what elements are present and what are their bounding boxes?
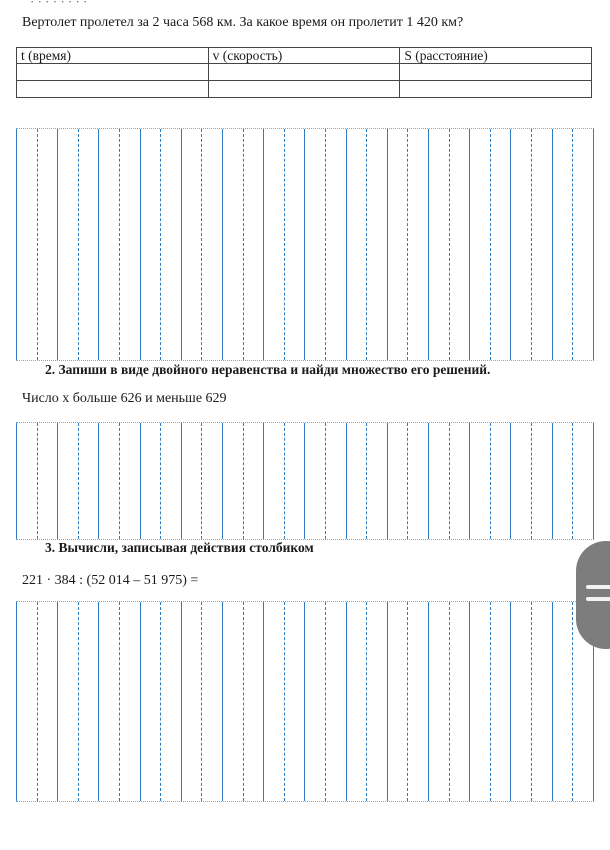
grid-line — [469, 423, 470, 539]
grid-line — [57, 423, 58, 539]
grid-line — [119, 423, 120, 539]
table-header-row — [17, 48, 592, 64]
grid-line — [490, 129, 491, 360]
grid-line — [78, 423, 79, 539]
grid-line — [407, 423, 408, 539]
answer-grid-1[interactable] — [16, 128, 594, 361]
grid-line — [531, 423, 532, 539]
grid-line — [181, 602, 182, 801]
grid-line — [119, 602, 120, 801]
grid-line — [98, 129, 99, 360]
grid-line — [572, 423, 573, 539]
task1-text: Вертолет пролетел за 2 часа 568 км. За какое время он пролетит 1 420 км? — [22, 15, 464, 30]
grid-line — [346, 423, 347, 539]
grid-line — [243, 602, 244, 801]
grid-line — [263, 129, 264, 360]
header-distance: S (расстояние) — [400, 48, 592, 64]
table-row — [17, 81, 592, 98]
grid-line — [160, 129, 161, 360]
grid-line — [387, 129, 388, 360]
handle-bar-icon — [586, 585, 610, 589]
grid-line — [16, 423, 17, 539]
grid-line — [284, 129, 285, 360]
grid-line — [428, 423, 429, 539]
grid-line — [37, 129, 38, 360]
grid-line — [428, 602, 429, 801]
grid-line — [325, 423, 326, 539]
grid-line — [449, 423, 450, 539]
drag-handle[interactable] — [576, 541, 610, 649]
grid-line — [78, 602, 79, 801]
grid-line — [366, 423, 367, 539]
table-cell[interactable] — [17, 81, 209, 98]
grid-line — [304, 602, 305, 801]
cropped-top-text: · · · · · · · · — [30, 0, 88, 9]
table-cell[interactable] — [400, 64, 592, 81]
grid-line — [181, 129, 182, 360]
grid-line — [98, 423, 99, 539]
grid-line — [531, 602, 532, 801]
grid-line — [552, 602, 553, 801]
grid-line — [222, 129, 223, 360]
grid-line — [572, 602, 573, 801]
grid-line — [510, 423, 511, 539]
grid-line — [263, 602, 264, 801]
grid-line — [263, 423, 264, 539]
grid-line — [37, 602, 38, 801]
grid-line — [181, 423, 182, 539]
grid-line — [428, 129, 429, 360]
answer-grid-2[interactable] — [16, 422, 594, 540]
grid-line — [407, 129, 408, 360]
grid-line — [469, 602, 470, 801]
grid-line — [16, 602, 17, 801]
grid-line — [366, 602, 367, 801]
grid-line — [449, 129, 450, 360]
handle-bar-icon — [586, 597, 610, 601]
grid-line — [572, 129, 573, 360]
grid-line — [449, 602, 450, 801]
grid-line — [78, 129, 79, 360]
grid-line — [201, 129, 202, 360]
grid-line — [593, 423, 594, 539]
grid-line — [201, 602, 202, 801]
task3-text: 221 · 384 : (52 014 – 51 975) = — [22, 573, 199, 588]
header-speed: v (скорость) — [208, 48, 400, 64]
grid-line — [510, 129, 511, 360]
grid-line — [304, 423, 305, 539]
grid-line — [140, 602, 141, 801]
grid-line — [346, 602, 347, 801]
grid-line — [366, 129, 367, 360]
grid-line — [552, 129, 553, 360]
grid-line — [284, 423, 285, 539]
table-row — [17, 64, 592, 81]
answer-grid-3[interactable] — [16, 601, 594, 802]
grid-line — [140, 423, 141, 539]
grid-line — [510, 602, 511, 801]
grid-line — [201, 423, 202, 539]
grid-line — [160, 423, 161, 539]
grid-line — [160, 602, 161, 801]
grid-line — [243, 423, 244, 539]
grid-line — [16, 129, 17, 360]
data-table — [16, 47, 592, 98]
grid-line — [552, 423, 553, 539]
header-time: t (время) — [17, 48, 209, 64]
grid-line — [57, 602, 58, 801]
grid-line — [490, 602, 491, 801]
grid-line — [490, 423, 491, 539]
task2-heading: 2. Запиши в виде двойного неравенства и найди множество его решений. — [45, 362, 491, 377]
grid-line — [140, 129, 141, 360]
grid-line — [222, 423, 223, 539]
task2-text: Число х больше 626 и меньше 629 — [22, 391, 227, 406]
grid-line — [222, 602, 223, 801]
table-cell[interactable] — [208, 64, 400, 81]
grid-line — [284, 602, 285, 801]
grid-line — [387, 423, 388, 539]
grid-line — [407, 602, 408, 801]
grid-line — [304, 129, 305, 360]
grid-line — [593, 129, 594, 360]
task3-heading: 3. Вычисли, записывая действия столбиком — [45, 540, 314, 555]
grid-line — [531, 129, 532, 360]
table-cell[interactable] — [400, 81, 592, 98]
grid-line — [119, 129, 120, 360]
grid-line — [325, 602, 326, 801]
grid-line — [325, 129, 326, 360]
table-cell[interactable] — [208, 81, 400, 98]
grid-line — [469, 129, 470, 360]
grid-line — [387, 602, 388, 801]
grid-line — [57, 129, 58, 360]
grid-line — [37, 423, 38, 539]
grid-line — [346, 129, 347, 360]
grid-line — [98, 602, 99, 801]
table-cell[interactable] — [17, 64, 209, 81]
grid-line — [243, 129, 244, 360]
